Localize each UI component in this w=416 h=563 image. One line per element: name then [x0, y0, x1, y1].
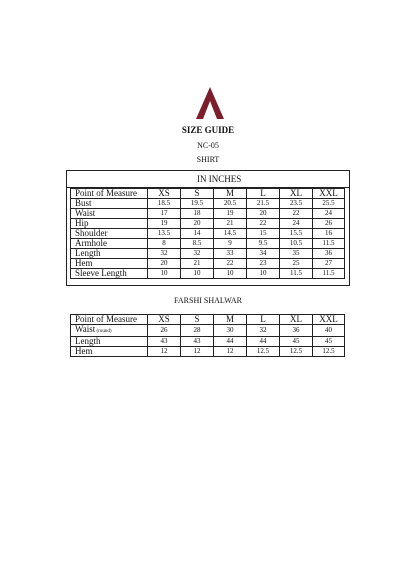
- size-value: 35: [280, 249, 313, 259]
- size-value: 43: [181, 337, 214, 347]
- column-header-size: XS: [148, 189, 181, 199]
- size-value: 12.5: [313, 347, 345, 357]
- size-value: 21.5: [247, 199, 280, 209]
- size-value: 24: [313, 209, 345, 219]
- column-header-size: XL: [280, 315, 313, 325]
- shalwar-header-row: [71, 315, 345, 325]
- size-value: 13.5: [148, 229, 181, 239]
- measure-name: Bust: [71, 199, 148, 209]
- size-value: 18.5: [148, 199, 181, 209]
- size-value: 44: [214, 337, 247, 347]
- size-value: 9: [214, 239, 247, 249]
- measure-name: Hip: [71, 219, 148, 229]
- table-row: [71, 239, 345, 249]
- brand-logo-icon: [196, 87, 224, 119]
- shirt-section-title: SHIRT: [196, 155, 220, 164]
- column-header-size: XXL: [313, 315, 345, 325]
- size-value: 9.5: [247, 239, 280, 249]
- table-row: [71, 259, 345, 269]
- size-value: 26: [313, 219, 345, 229]
- size-value: 10: [148, 269, 181, 279]
- measure-name: Length: [71, 337, 148, 347]
- size-value: 17: [148, 209, 181, 219]
- column-header-size: S: [181, 315, 214, 325]
- size-value: 12: [148, 347, 181, 357]
- product-code: NC-05: [197, 141, 219, 150]
- size-value: 20: [181, 219, 214, 229]
- size-value: 12.5: [247, 347, 280, 357]
- measure-name: Sleeve Length: [71, 269, 148, 279]
- size-value: 11.5: [280, 269, 313, 279]
- size-value: 12: [214, 347, 247, 357]
- measure-name: Length: [71, 249, 148, 259]
- table-row: [71, 219, 345, 229]
- table-row: [71, 347, 345, 357]
- size-value: 28: [181, 325, 214, 337]
- size-value: 25.5: [313, 199, 345, 209]
- size-value: 15: [247, 229, 280, 239]
- shalwar-section-title: FARSHI SHALWAR: [174, 296, 242, 305]
- size-value: 44: [247, 337, 280, 347]
- size-value: 36: [280, 325, 313, 337]
- size-value: 8: [148, 239, 181, 249]
- measure-note: (round): [95, 329, 112, 334]
- size-value: 40: [313, 325, 345, 337]
- column-header-size: L: [247, 315, 280, 325]
- size-value: 22: [280, 209, 313, 219]
- column-header-size: M: [214, 315, 247, 325]
- size-value: 32: [148, 249, 181, 259]
- table-row: [71, 325, 345, 337]
- table-row: [71, 269, 345, 279]
- size-value: 20.5: [214, 199, 247, 209]
- column-header-size: XL: [280, 189, 313, 199]
- size-value: 34: [247, 249, 280, 259]
- measure-name: Hem: [71, 347, 148, 357]
- size-value: 20: [247, 209, 280, 219]
- size-value: 45: [313, 337, 345, 347]
- size-value: 19.5: [181, 199, 214, 209]
- column-header-size: XXL: [313, 189, 345, 199]
- table-row: [71, 337, 345, 347]
- table-row: [71, 249, 345, 259]
- size-value: 33: [214, 249, 247, 259]
- size-value: 45: [280, 337, 313, 347]
- size-value: 22: [214, 259, 247, 269]
- size-value: 15.5: [280, 229, 313, 239]
- shirt-header-row: [71, 189, 345, 199]
- size-value: 21: [214, 219, 247, 229]
- column-header-size: M: [214, 189, 247, 199]
- size-value: 10: [214, 269, 247, 279]
- page-title: SIZE GUIDE: [181, 125, 235, 135]
- size-value: 14.5: [214, 229, 247, 239]
- size-value: 11.5: [313, 269, 345, 279]
- size-value: 8.5: [181, 239, 214, 249]
- column-header-measure: Point of Measure: [71, 315, 148, 325]
- measure-name: Waist (round): [71, 325, 148, 337]
- size-value: 12: [181, 347, 214, 357]
- size-value: 22: [247, 219, 280, 229]
- size-value: 14: [181, 229, 214, 239]
- size-value: 18: [181, 209, 214, 219]
- column-header-measure: Point of Measure: [71, 189, 148, 199]
- size-value: 24: [280, 219, 313, 229]
- unit-band: IN INCHES: [67, 171, 349, 188]
- shalwar-size-table: [70, 314, 345, 357]
- size-value: 20: [148, 259, 181, 269]
- size-value: 12.5: [280, 347, 313, 357]
- table-row: [71, 209, 345, 219]
- size-value: 21: [181, 259, 214, 269]
- measure-name: Shoulder: [71, 229, 148, 239]
- size-value: 32: [181, 249, 214, 259]
- size-value: 10.5: [280, 239, 313, 249]
- size-value: 10: [247, 269, 280, 279]
- column-header-size: L: [247, 189, 280, 199]
- size-value: 36: [313, 249, 345, 259]
- table-row: [71, 229, 345, 239]
- size-value: 10: [181, 269, 214, 279]
- size-value: 23: [247, 259, 280, 269]
- column-header-size: S: [181, 189, 214, 199]
- size-value: 26: [148, 325, 181, 337]
- table-row: [71, 199, 345, 209]
- size-value: 30: [214, 325, 247, 337]
- size-value: 19: [148, 219, 181, 229]
- measure-name: Waist: [71, 209, 148, 219]
- size-value: 23.5: [280, 199, 313, 209]
- size-value: 32: [247, 325, 280, 337]
- shirt-size-table: [70, 188, 345, 279]
- measure-name: Armhole: [71, 239, 148, 249]
- size-value: 19: [214, 209, 247, 219]
- size-value: 27: [313, 259, 345, 269]
- size-value: 11.5: [313, 239, 345, 249]
- size-value: 16: [313, 229, 345, 239]
- size-value: 25: [280, 259, 313, 269]
- size-value: 43: [148, 337, 181, 347]
- measure-name: Hem: [71, 259, 148, 269]
- column-header-size: XS: [148, 315, 181, 325]
